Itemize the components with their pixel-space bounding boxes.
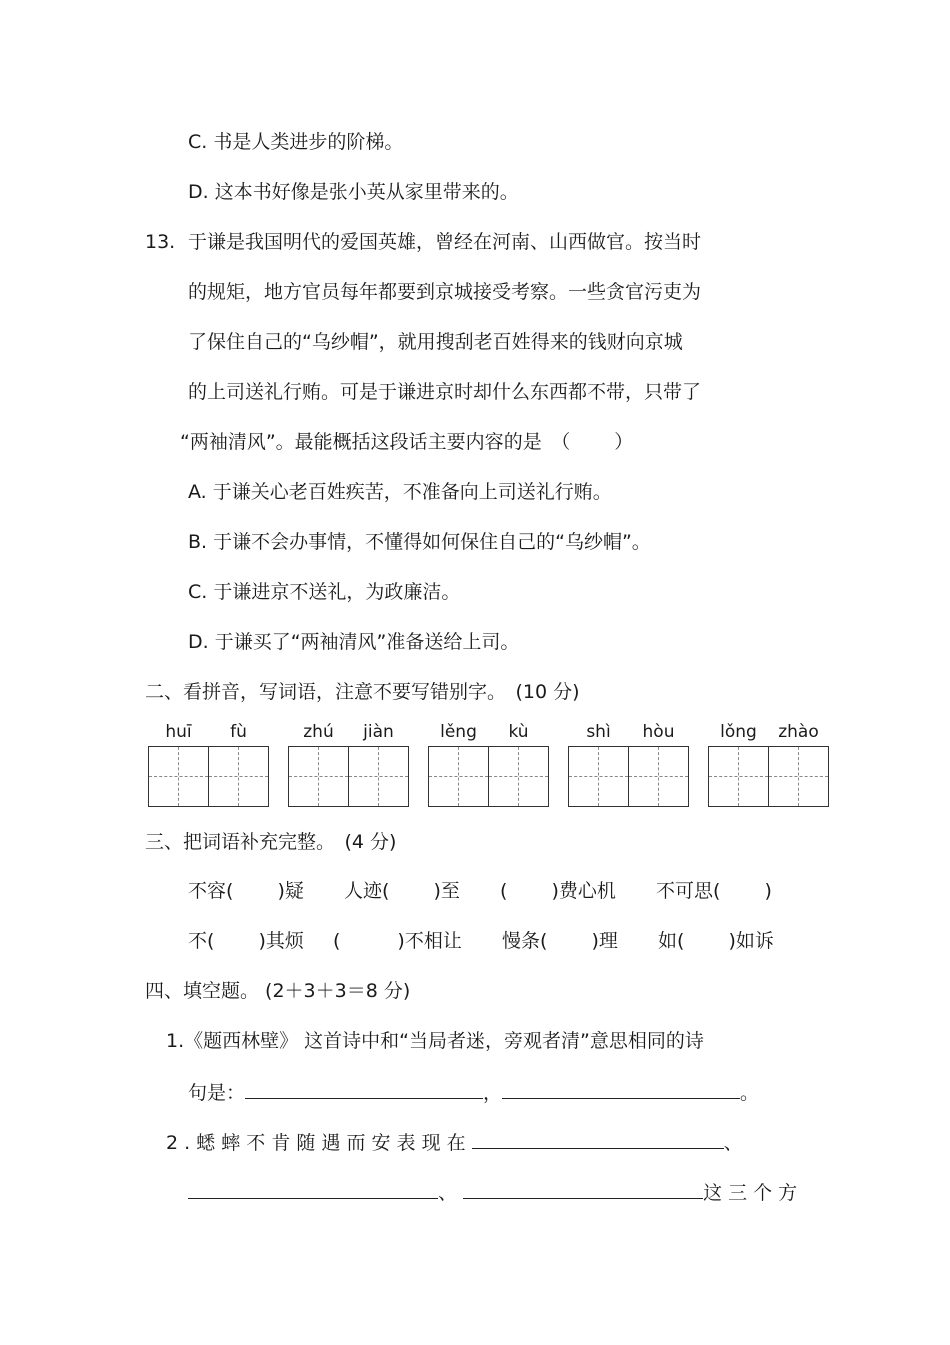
writing-box[interactable] [428, 746, 489, 807]
s4-q1-line2 [188, 1078, 759, 1106]
idiom-item[interactable]: 人迹( )至 [344, 880, 460, 902]
q13-number: 13. [145, 231, 176, 253]
s4-q1-sep: ， [483, 1082, 503, 1104]
q12-option-d: D. 这本书好像是张小英从家里带来的。 [188, 181, 519, 203]
idiom-item[interactable]: 不可思( ) [656, 880, 772, 902]
answer-blank[interactable] [502, 1078, 740, 1099]
answer-blank[interactable] [472, 1128, 724, 1149]
writing-box[interactable] [708, 746, 769, 807]
answer-blank[interactable] [245, 1078, 483, 1099]
guide-line [738, 747, 739, 806]
idiom-item[interactable]: ( )费心机 [500, 880, 616, 902]
q13-option-c: C. 于谦进京不送礼，为政廉洁。 [188, 581, 461, 603]
q13-text-line: 的规矩，地方官员每年都要到京城接受考察。一些贪官污吏为 [188, 281, 702, 303]
answer-blank[interactable] [188, 1178, 438, 1199]
writing-box[interactable] [288, 746, 349, 807]
pinyin-group [568, 722, 690, 806]
pinyin-label: zhào [778, 722, 819, 742]
guide-line [598, 747, 599, 806]
s4-q1-line1: 1.《题西林壁》 这首诗中和“当局者迷，旁观者清”意思相同的诗 [166, 1030, 704, 1052]
section4-title: 四、填空题。 (2＋3＋3＝8 分) [145, 980, 411, 1002]
pinyin-label: hòu [642, 722, 675, 742]
pinyin-label: lǒng [720, 722, 757, 742]
guide-line [378, 747, 379, 806]
q13-option-a: A. 于谦关心老百姓疾苦，不准备向上司送礼行贿。 [188, 481, 612, 503]
pinyin-label: jiàn [363, 722, 394, 742]
q13-text-line: “两袖清风”。最能概括这段话主要内容的是 （ ） [180, 431, 634, 453]
s4-q2-line2 [188, 1178, 797, 1206]
s4-q2-suffix: 这 三 个 方 [703, 1182, 798, 1204]
pinyin-label: lěng [440, 722, 477, 742]
s4-q2-prefix: 2 . 蟋 蟀 不 肯 随 遇 而 安 表 现 在 [166, 1132, 466, 1154]
s4-q1-prefix: 句是： [188, 1082, 246, 1104]
guide-line [798, 747, 799, 806]
pinyin-group [428, 722, 550, 806]
pinyin-label: huī [165, 722, 192, 742]
pinyin-group [288, 722, 410, 806]
writing-box[interactable] [628, 746, 689, 807]
s4-q2-sep: 、 [723, 1132, 743, 1154]
section3-title: 三、把词语补充完整。 (4 分) [145, 831, 397, 853]
q12-option-c: C. 书是人类进步的阶梯。 [188, 131, 404, 153]
writing-box[interactable] [148, 746, 209, 807]
guide-line [238, 747, 239, 806]
writing-box[interactable] [568, 746, 629, 807]
q13-text-line: 了保住自己的“乌纱帽”，就用搜刮老百姓得来的钱财向京城 [188, 331, 683, 353]
idiom-item[interactable]: 不容( )疑 [188, 880, 304, 902]
s4-q1-end: 。 [740, 1082, 760, 1104]
writing-box[interactable] [208, 746, 269, 807]
idiom-item[interactable]: 慢条( )理 [502, 930, 618, 952]
guide-line [518, 747, 519, 806]
pinyin-label: fù [230, 722, 247, 742]
pinyin-label: kù [508, 722, 529, 742]
writing-box[interactable] [348, 746, 409, 807]
s4-q2-line2-sep: 、 [438, 1182, 458, 1204]
q13-text-line: 于谦是我国明代的爱国英雄，曾经在河南、山西做官。按当时 [188, 231, 702, 253]
writing-box[interactable] [768, 746, 829, 807]
guide-line [458, 747, 459, 806]
pinyin-label: zhú [303, 722, 334, 742]
idiom-item[interactable]: 不( )其烦 [188, 930, 304, 952]
idiom-item[interactable]: ( )不相让 [333, 930, 462, 952]
guide-line [318, 747, 319, 806]
idiom-item[interactable]: 如( )如诉 [658, 930, 774, 952]
section2-title: 二、看拼音，写词语，注意不要写错别字。 (10 分) [145, 681, 580, 703]
guide-line [178, 747, 179, 806]
pinyin-label: shì [586, 722, 611, 742]
answer-blank[interactable] [463, 1178, 703, 1199]
q13-option-b: B. 于谦不会办事情，不懂得如何保住自己的“乌纱帽”。 [188, 531, 651, 553]
guide-line [658, 747, 659, 806]
s4-q2-line1 [166, 1128, 743, 1156]
pinyin-group [148, 722, 270, 806]
q13-option-d: D. 于谦买了“两袖清风”准备送给上司。 [188, 631, 520, 653]
pinyin-group [708, 722, 830, 806]
q13-text-line: 的上司送礼行贿。可是于谦进京时却什么东西都不带，只带了 [188, 381, 702, 403]
writing-box[interactable] [488, 746, 549, 807]
